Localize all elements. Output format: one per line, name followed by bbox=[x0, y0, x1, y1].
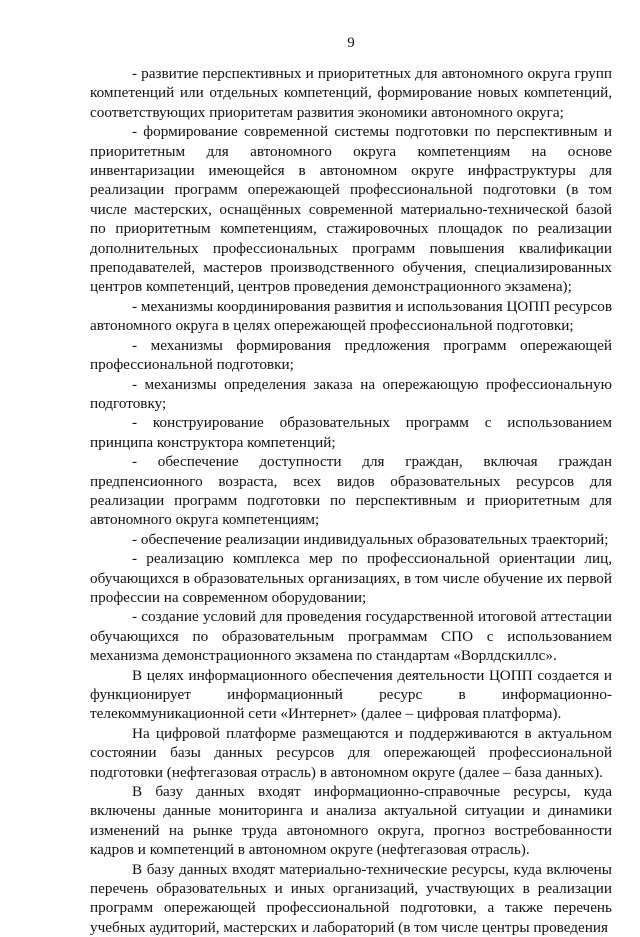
paragraph-1: - развитие перспективных и приоритетных для автономного округа групп компетенций или отдельных компетенций, формирование новых компетенций, соответствующих приоритетам развития экономики автономного округа; bbox=[90, 65, 612, 121]
paragraph-13: В базу данных входят информационно-справочные ресурсы, куда включены данные мониторинга и анализа актуальной ситуации и динамики изменений на рынке труда автономного округа, прогноз востребованности кадров и компетенций в автономном округе (нефтегазовая отрасль). bbox=[90, 783, 612, 859]
paragraph-4: - механизмы формирования предложения программ опережающей профессиональной подготовки; bbox=[90, 336, 612, 374]
paragraph-7: - обеспечение доступности для граждан, включая граждан предпенсионного возраста, всех видов образовательных ресурсов для реализации программ подготовки по перспективным и приоритетным для автономного округа компетенциям; bbox=[90, 453, 612, 529]
paragraph-8: - обеспечение реализации индивидуальных образовательных траекторий; bbox=[132, 530, 609, 548]
paragraph-14: В базу данных входят материально-технические ресурсы, куда включены перечень образовательных и иных организаций, участвующих в реализации программ опережающей профессиональной подготовки, а также перечень учебных аудиторий, мастерских и лабораторий (в том числе центры проведения bbox=[90, 860, 612, 936]
paragraph-2: - формирование современной системы подготовки по перспективным и приоритетным для автономного округа компетенциям на основе инвентаризации имеющейся в автономном округе инфраструктуры для реализации программ опережающей профессиональной подготовки (в том числе мастерских, оснащённых современной материально-технической базой по приоритетным компетенциям, стажировочных площадок по реализации дополнительных профессиональных программ повышения квалификации преподавателей, мастеров производственного обучения, специализированных центров компетенций, центров проведения демонстрационного экзамена); bbox=[90, 123, 612, 296]
page-number: 9 bbox=[347, 35, 355, 51]
paragraph-10: - создание условий для проведения государственной итоговой аттестации обучающихся по образовательным программам СПО с использованием механизма демонстрационного экзамена по стандартам «Ворлдскиллс». bbox=[90, 608, 612, 665]
paragraph-6: - конструирование образовательных программ с использованием принципа конструктора компетенций; bbox=[90, 414, 612, 451]
paragraph-12: На цифровой платформе размещаются и поддерживаются в актуальном состоянии базы данных ресурсов для опережающей профессиональной подготовки (нефтегазовая отрасль) в автономном округе (далее – база данных). bbox=[90, 724, 612, 781]
paragraph-5: - механизмы определения заказа на опережающую профессиональную подготовку; bbox=[90, 375, 612, 412]
paragraph-9: - реализацию комплекса мер по профессиональной ориентации лиц, обучающихся в образовательных организациях, в том числе обучение их первой профессии на современном оборудовании; bbox=[90, 550, 612, 606]
paragraph-3: - механизмы координирования развития и использования ЦОПП ресурсов автономного округа в целях опережающей профессиональной подготовки; bbox=[90, 297, 612, 335]
paragraph-11: В целях информационного обеспечения деятельности ЦОПП создается и функционирует информационный ресурс в информационно-телекоммуникационной сети «Интернет» (далее – цифровая платформа). bbox=[90, 666, 612, 723]
